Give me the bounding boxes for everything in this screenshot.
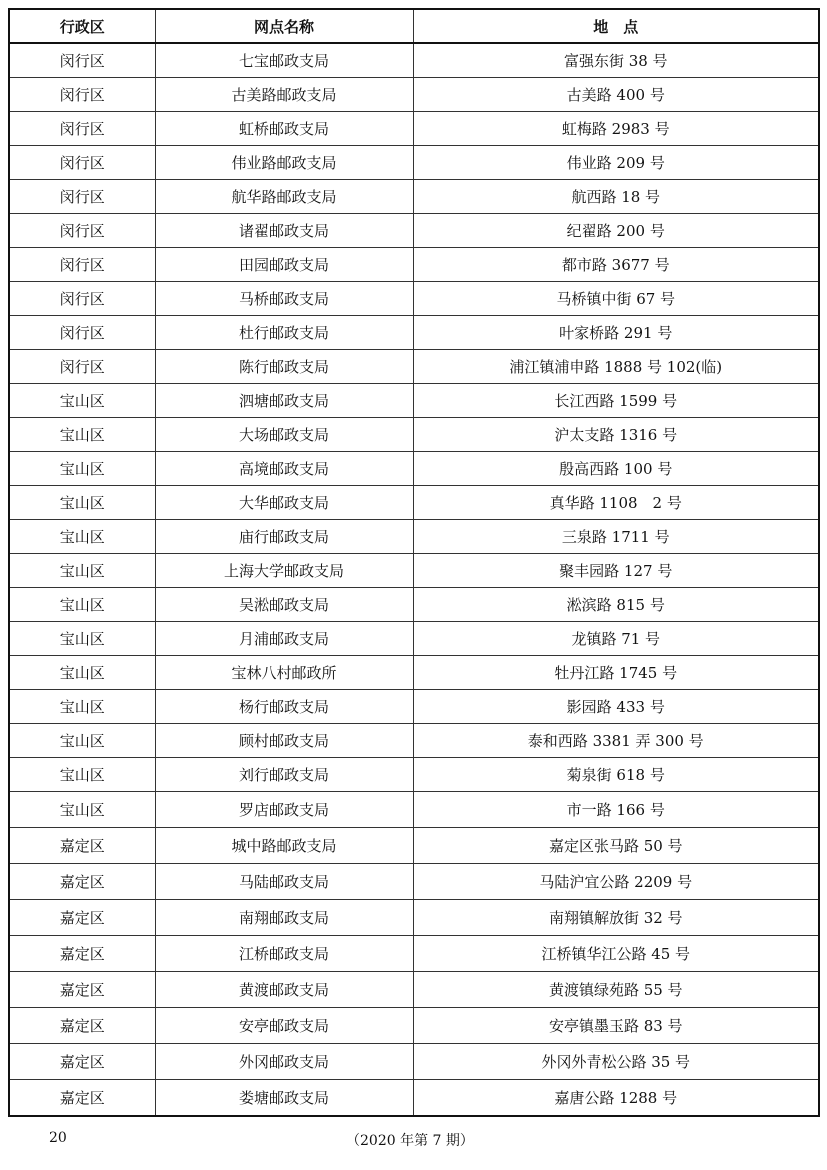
table-row xyxy=(9,418,819,452)
cell-district: 闵行区 xyxy=(9,180,155,214)
header-address: 地 点 xyxy=(413,9,819,43)
cell-address: 伟业路 209 号 xyxy=(413,146,819,180)
cell-outlet-name: 伟业路邮政支局 xyxy=(155,146,413,180)
cell-address: 浦江镇浦申路 1888 号 102(临) xyxy=(413,350,819,384)
cell-district: 宝山区 xyxy=(9,418,155,452)
table-row xyxy=(9,112,819,146)
cell-outlet-name: 江桥邮政支局 xyxy=(155,936,413,972)
header-district: 行政区 xyxy=(9,9,155,43)
cell-district: 闵行区 xyxy=(9,282,155,316)
table-row xyxy=(9,316,819,350)
table-row xyxy=(9,248,819,282)
cell-district: 宝山区 xyxy=(9,588,155,622)
cell-address: 长江西路 1599 号 xyxy=(413,384,819,418)
table-row xyxy=(9,486,819,520)
table-row xyxy=(9,1008,819,1044)
table-row xyxy=(9,690,819,724)
cell-outlet-name: 杨行邮政支局 xyxy=(155,690,413,724)
cell-address: 虹梅路 2983 号 xyxy=(413,112,819,146)
table-row xyxy=(9,214,819,248)
table-row xyxy=(9,282,819,316)
table-row xyxy=(9,78,819,112)
cell-outlet-name: 高境邮政支局 xyxy=(155,452,413,486)
cell-outlet-name: 古美路邮政支局 xyxy=(155,78,413,112)
cell-district: 闵行区 xyxy=(9,112,155,146)
cell-outlet-name: 上海大学邮政支局 xyxy=(155,554,413,588)
cell-district: 嘉定区 xyxy=(9,972,155,1008)
table-row xyxy=(9,43,819,78)
cell-district: 宝山区 xyxy=(9,724,155,758)
table-row xyxy=(9,1080,819,1117)
table-row xyxy=(9,936,819,972)
issue-label: （2020 年第 7 期） xyxy=(346,1133,474,1149)
cell-address: 古美路 400 号 xyxy=(413,78,819,112)
cell-address: 聚丰园路 127 号 xyxy=(413,554,819,588)
cell-address: 淞滨路 815 号 xyxy=(413,588,819,622)
table-row xyxy=(9,180,819,214)
header-outlet-name: 网点名称 xyxy=(155,9,413,43)
table-row xyxy=(9,554,819,588)
cell-address: 市一路 166 号 xyxy=(413,792,819,828)
cell-address: 纪翟路 200 号 xyxy=(413,214,819,248)
table-row xyxy=(9,1044,819,1080)
cell-outlet-name: 诸翟邮政支局 xyxy=(155,214,413,248)
cell-address: 江桥镇华江公路 45 号 xyxy=(413,936,819,972)
cell-outlet-name: 杜行邮政支局 xyxy=(155,316,413,350)
cell-address: 马桥镇中街 67 号 xyxy=(413,282,819,316)
table-row xyxy=(9,724,819,758)
cell-address: 马陆沪宜公路 2209 号 xyxy=(413,864,819,900)
cell-address: 龙镇路 71 号 xyxy=(413,622,819,656)
cell-address: 嘉唐公路 1288 号 xyxy=(413,1080,819,1117)
table-row xyxy=(9,828,819,864)
cell-district: 宝山区 xyxy=(9,622,155,656)
cell-district: 闵行区 xyxy=(9,316,155,350)
cell-outlet-name: 吴淞邮政支局 xyxy=(155,588,413,622)
cell-district: 嘉定区 xyxy=(9,936,155,972)
cell-outlet-name: 大华邮政支局 xyxy=(155,486,413,520)
table-row xyxy=(9,384,819,418)
cell-district: 闵行区 xyxy=(9,43,155,78)
table-row xyxy=(9,656,819,690)
cell-outlet-name: 宝林八村邮政所 xyxy=(155,656,413,690)
cell-outlet-name: 陈行邮政支局 xyxy=(155,350,413,384)
cell-district: 闵行区 xyxy=(9,248,155,282)
cell-outlet-name: 庙行邮政支局 xyxy=(155,520,413,554)
cell-district: 宝山区 xyxy=(9,520,155,554)
cell-district: 闵行区 xyxy=(9,78,155,112)
cell-outlet-name: 顾村邮政支局 xyxy=(155,724,413,758)
table-row xyxy=(9,452,819,486)
table-row xyxy=(9,864,819,900)
cell-district: 宝山区 xyxy=(9,452,155,486)
cell-district: 闵行区 xyxy=(9,214,155,248)
cell-address: 殷高西路 100 号 xyxy=(413,452,819,486)
cell-address: 真华路 1108 2 号 xyxy=(413,486,819,520)
cell-outlet-name: 城中路邮政支局 xyxy=(155,828,413,864)
cell-address: 泰和西路 3381 弄 300 号 xyxy=(413,724,819,758)
cell-outlet-name: 马桥邮政支局 xyxy=(155,282,413,316)
cell-outlet-name: 月浦邮政支局 xyxy=(155,622,413,656)
table-row xyxy=(9,146,819,180)
cell-address: 安亭镇墨玉路 83 号 xyxy=(413,1008,819,1044)
cell-outlet-name: 田园邮政支局 xyxy=(155,248,413,282)
cell-district: 嘉定区 xyxy=(9,1044,155,1080)
cell-district: 宝山区 xyxy=(9,554,155,588)
cell-outlet-name: 大场邮政支局 xyxy=(155,418,413,452)
table-row xyxy=(9,520,819,554)
cell-address: 嘉定区张马路 50 号 xyxy=(413,828,819,864)
cell-district: 宝山区 xyxy=(9,384,155,418)
cell-district: 宝山区 xyxy=(9,690,155,724)
cell-outlet-name: 安亭邮政支局 xyxy=(155,1008,413,1044)
table-row xyxy=(9,350,819,384)
post-office-table xyxy=(8,8,820,1117)
cell-outlet-name: 马陆邮政支局 xyxy=(155,864,413,900)
cell-district: 闵行区 xyxy=(9,350,155,384)
cell-address: 影园路 433 号 xyxy=(413,690,819,724)
cell-outlet-name: 刘行邮政支局 xyxy=(155,758,413,792)
cell-address: 航西路 18 号 xyxy=(413,180,819,214)
table-row xyxy=(9,972,819,1008)
cell-outlet-name: 外冈邮政支局 xyxy=(155,1044,413,1080)
cell-address: 南翔镇解放街 32 号 xyxy=(413,900,819,936)
cell-district: 嘉定区 xyxy=(9,828,155,864)
cell-outlet-name: 娄塘邮政支局 xyxy=(155,1080,413,1117)
cell-district: 闵行区 xyxy=(9,146,155,180)
cell-district: 嘉定区 xyxy=(9,1080,155,1117)
cell-address: 富强东街 38 号 xyxy=(413,43,819,78)
cell-address: 外冈外青松公路 35 号 xyxy=(413,1044,819,1080)
cell-district: 宝山区 xyxy=(9,486,155,520)
cell-district: 嘉定区 xyxy=(9,900,155,936)
cell-address: 沪太支路 1316 号 xyxy=(413,418,819,452)
cell-district: 宝山区 xyxy=(9,656,155,690)
table-row xyxy=(9,900,819,936)
cell-address: 牡丹江路 1745 号 xyxy=(413,656,819,690)
cell-district: 宝山区 xyxy=(9,792,155,828)
cell-address: 都市路 3677 号 xyxy=(413,248,819,282)
cell-outlet-name: 黄渡邮政支局 xyxy=(155,972,413,1008)
cell-outlet-name: 七宝邮政支局 xyxy=(155,43,413,78)
cell-outlet-name: 航华路邮政支局 xyxy=(155,180,413,214)
cell-outlet-name: 泗塘邮政支局 xyxy=(155,384,413,418)
table-row xyxy=(9,588,819,622)
table-row xyxy=(9,758,819,792)
cell-outlet-name: 虹桥邮政支局 xyxy=(155,112,413,146)
cell-address: 三泉路 1711 号 xyxy=(413,520,819,554)
table-header-row xyxy=(9,9,819,43)
page-number: 20 xyxy=(49,1130,67,1146)
cell-outlet-name: 罗店邮政支局 xyxy=(155,792,413,828)
cell-district: 嘉定区 xyxy=(9,1008,155,1044)
cell-outlet-name: 南翔邮政支局 xyxy=(155,900,413,936)
cell-address: 叶家桥路 291 号 xyxy=(413,316,819,350)
table-row xyxy=(9,792,819,828)
cell-district: 宝山区 xyxy=(9,758,155,792)
cell-address: 菊泉街 618 号 xyxy=(413,758,819,792)
cell-district: 嘉定区 xyxy=(9,864,155,900)
cell-address: 黄渡镇绿苑路 55 号 xyxy=(413,972,819,1008)
table-body xyxy=(9,43,819,1116)
table-row xyxy=(9,622,819,656)
